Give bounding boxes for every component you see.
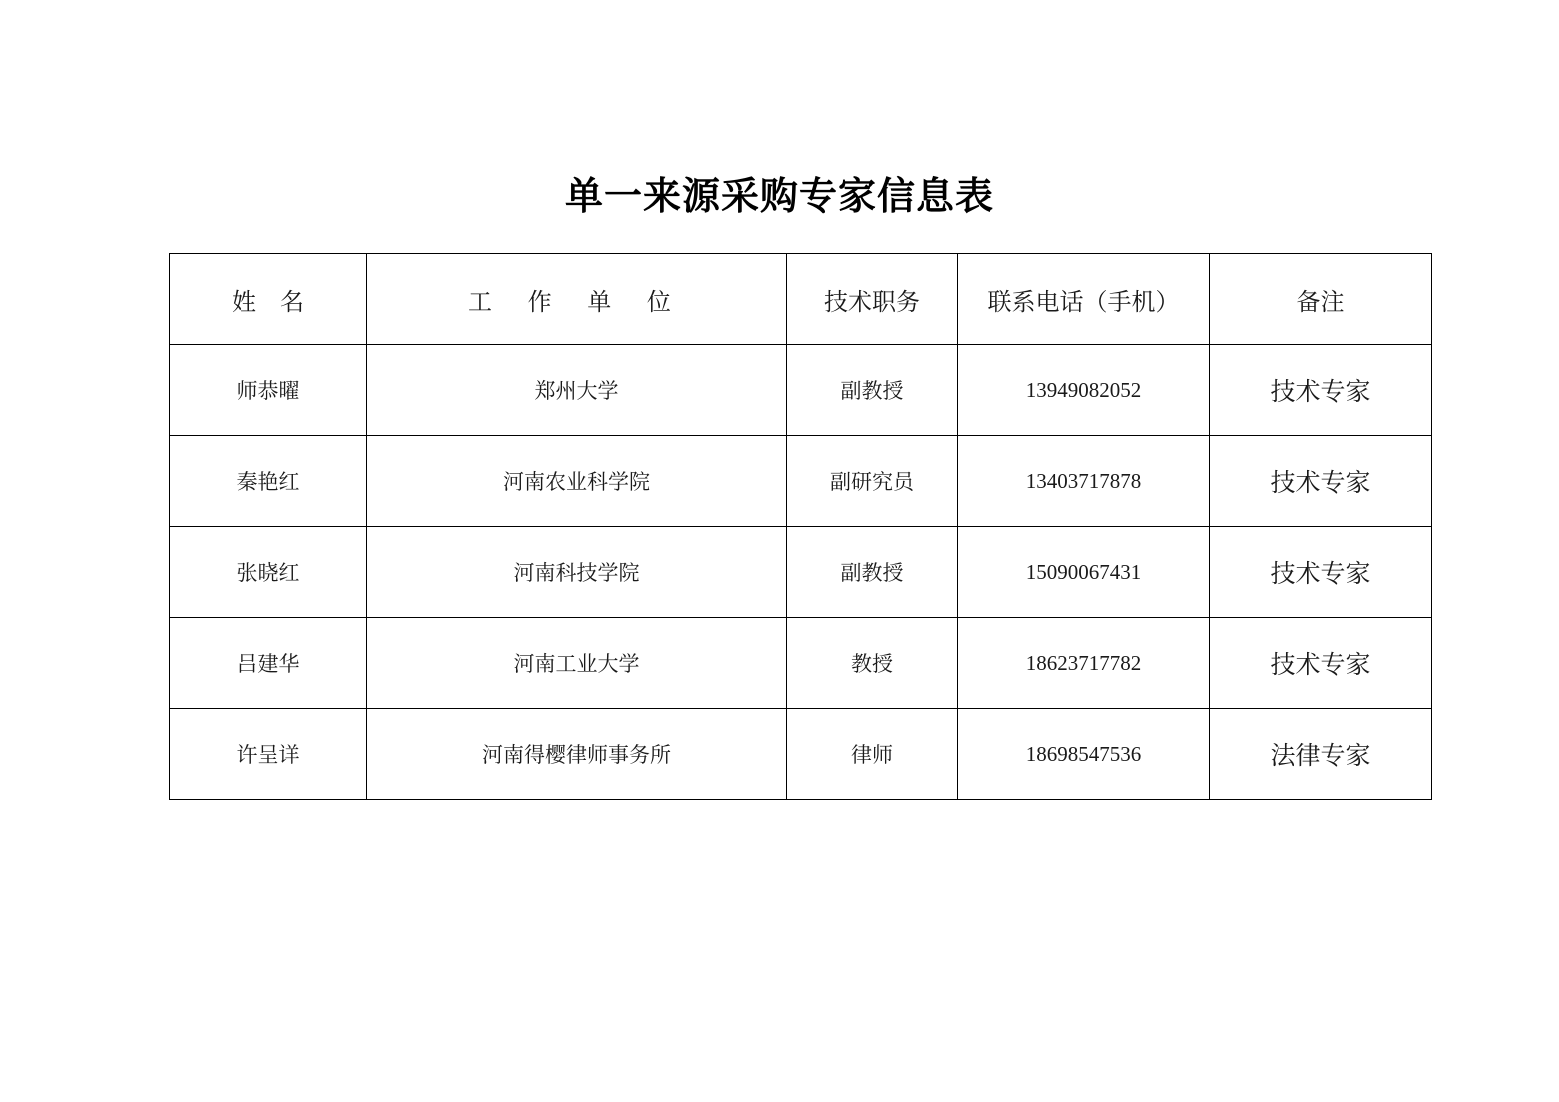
header-unit: 工 作 单 位 (367, 254, 787, 345)
table-row (170, 618, 1432, 709)
expert-info-table (169, 253, 1432, 800)
header-title: 技术职务 (787, 254, 958, 345)
cell-unit: 河南科技学院 (367, 527, 787, 618)
cell-remark: 技术专家 (1210, 618, 1432, 709)
cell-title: 教授 (787, 618, 958, 709)
cell-unit: 郑州大学 (367, 345, 787, 436)
cell-name: 张晓红 (170, 527, 367, 618)
cell-phone: 18698547536 (958, 709, 1210, 800)
cell-unit: 河南工业大学 (367, 618, 787, 709)
cell-title: 副研究员 (787, 436, 958, 527)
header-phone: 联系电话（手机） (958, 254, 1210, 345)
cell-name: 师恭曜 (170, 345, 367, 436)
table-row (170, 527, 1432, 618)
cell-phone: 13403717878 (958, 436, 1210, 527)
cell-unit: 河南得樱律师事务所 (367, 709, 787, 800)
cell-unit: 河南农业科学院 (367, 436, 787, 527)
cell-phone: 15090067431 (958, 527, 1210, 618)
cell-remark: 技术专家 (1210, 527, 1432, 618)
table-row (170, 709, 1432, 800)
cell-remark: 技术专家 (1210, 436, 1432, 527)
header-remark: 备注 (1210, 254, 1432, 345)
cell-phone: 13949082052 (958, 345, 1210, 436)
table-row (170, 436, 1432, 527)
cell-name: 许呈详 (170, 709, 367, 800)
cell-phone: 18623717782 (958, 618, 1210, 709)
cell-name: 秦艳红 (170, 436, 367, 527)
header-name: 姓 名 (170, 254, 367, 345)
document-title: 单一来源采购专家信息表 (564, 173, 994, 218)
table-header-row (170, 254, 1432, 345)
cell-remark: 法律专家 (1210, 709, 1432, 800)
cell-title: 副教授 (787, 527, 958, 618)
cell-title: 律师 (787, 709, 958, 800)
table-row (170, 345, 1432, 436)
cell-name: 吕建华 (170, 618, 367, 709)
cell-remark: 技术专家 (1210, 345, 1432, 436)
cell-title: 副教授 (787, 345, 958, 436)
